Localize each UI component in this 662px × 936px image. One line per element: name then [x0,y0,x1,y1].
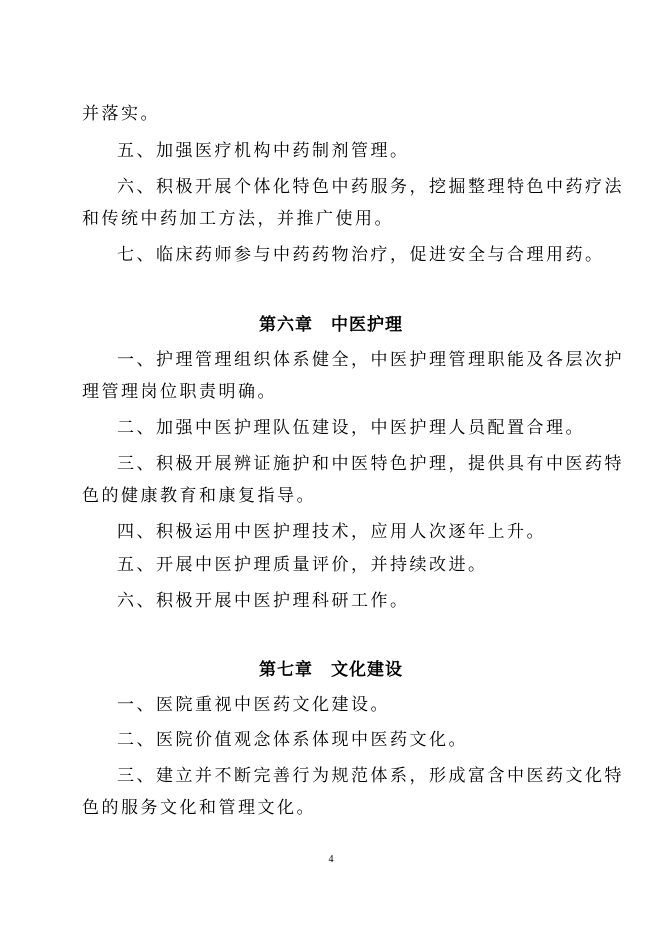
text-line: 四、积极运用中医护理技术，应用人次逐年上升。 [117,522,546,542]
text-line: 三、建立并不断完善行为规范体系，形成富含中医药文化特 [117,766,624,786]
text-line: 六、积极开展个体化特色中药服务，挖掘整理特色中药疗法 [117,177,624,197]
chapter-heading-6: 第六章 中医护理 [259,315,403,335]
text-line: 六、积极开展中医护理科研工作。 [117,591,410,611]
text-line: 和传统中药加工方法，并推广使用。 [82,209,394,229]
text-line: 三、积极开展辨证施护和中医特色护理，提供具有中医药特 [117,454,624,474]
text-line: 并落实。 [82,104,160,124]
text-line: 二、加强中医护理队伍建设，中医护理人员配置合理。 [117,418,585,438]
text-line: 色的服务文化和管理文化。 [82,798,316,818]
text-line: 理管理岗位职责明确。 [82,382,277,402]
text-line: 一、护理管理组织体系健全，中医护理管理职能及各层次护 [117,350,624,370]
text-line: 色的健康教育和康复指导。 [82,486,316,506]
chapter-heading-7: 第七章 文化建设 [259,660,403,680]
text-line: 七、临床药师参与中药药物治疗，促进安全与合理用药。 [117,245,605,265]
page-number: 4 [328,854,334,865]
text-line: 五、加强医疗机构中药制剂管理。 [117,141,410,161]
text-line: 一、医院重视中医药文化建设。 [117,695,390,715]
text-line: 二、医院价值观念体系体现中医药文化。 [117,730,468,750]
text-line: 五、开展中医护理质量评价，并持续改进。 [117,555,488,575]
